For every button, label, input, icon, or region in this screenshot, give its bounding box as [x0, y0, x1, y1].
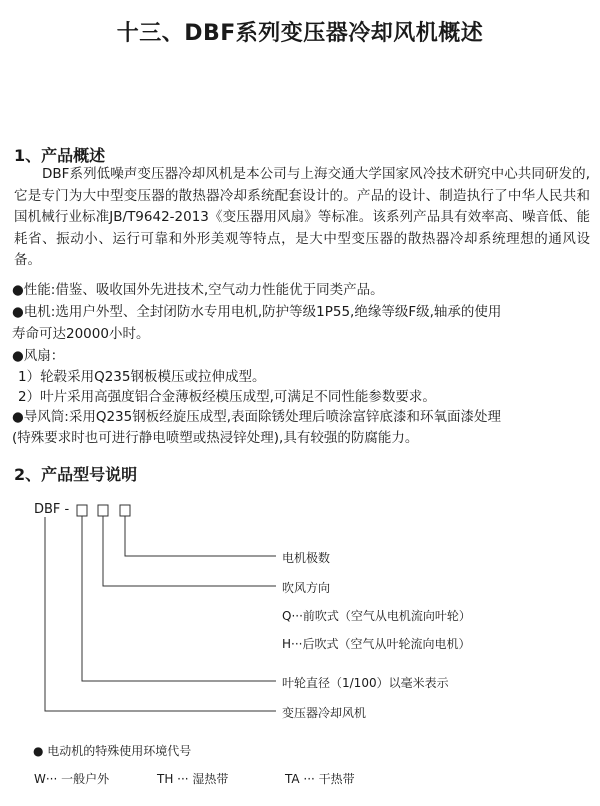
- code-box-1: [77, 505, 87, 516]
- env-code-heading-text: 电动机的特殊使用环境代号: [47, 744, 192, 758]
- bullet-icon: ●: [33, 744, 48, 758]
- label-impeller-diameter: 叶轮直径（1/100）以毫米表示: [282, 676, 449, 690]
- env-code-w: W··· 一般户外: [34, 772, 110, 786]
- label-blow-direction: 吹风方向: [282, 581, 331, 595]
- feature-motor-life: 寿命可达20000小时。: [12, 326, 150, 342]
- feature-duct-note: (特殊要求时也可进行静电喷塑或热浸锌处理),具有较强的防腐能力。: [12, 430, 419, 446]
- env-code-th: TH ··· 湿热带: [157, 772, 229, 786]
- leader-diameter: [82, 516, 276, 681]
- code-box-3: [120, 505, 130, 516]
- overview-paragraph: [14, 164, 590, 272]
- feature-fan: ●风扇：: [12, 348, 65, 364]
- label-motor-poles: 电机极数: [282, 551, 331, 565]
- env-code-ta: TA ··· 干热带: [285, 772, 355, 786]
- feature-duct: ●导风筒:采用Q235钢板经旋压成型,表面除锈处理后喷涂富锌底漆和环氧面漆处理: [12, 409, 502, 425]
- feature-performance: ●性能:借鉴、吸收国外先进技术,空气动力性能优于同类产品。: [12, 282, 384, 298]
- leader-poles: [125, 516, 276, 556]
- leader-fan: [45, 517, 276, 711]
- label-rear-blow: H···后吹式（空气从叶轮流向电机）: [282, 637, 471, 651]
- section-heading-model: 2、产品型号说明: [14, 465, 138, 484]
- model-code-prefix: DBF -: [34, 502, 70, 517]
- page-title: 十三、DBF系列变压器冷却风机概述: [116, 21, 484, 46]
- feature-motor: ●电机:选用户外型、全封闭防水专用电机,防护等级1P55,绝缘等级F级,轴承的使用: [12, 304, 502, 320]
- leader-direction: [103, 516, 276, 586]
- overview-text: DBF系列低噪声变压器冷却风机是本公司与上海交通大学国家风冷技术研究中心共同研发的,它是专门为大中型变压器的散热器冷却系统配套设计的。产品的设计、制造执行了中华人民共和国机械行业标准JB/T9642-2013《变压器用风扇》等标准。该系列产品具有效率高、噪音低、能耗省、振动小、运行可靠和外形美观等特点，是大中型变压器的散热器冷却系统理想的通风设备。: [14, 166, 590, 268]
- code-box-2: [98, 505, 108, 516]
- label-transformer-fan: 变压器冷却风机: [282, 706, 367, 720]
- label-front-blow: Q···前吹式（空气从电机流向叶轮）: [282, 609, 471, 623]
- feature-blade: 2）叶片采用高强度铝合金薄板经模压成型,可满足不同性能参数要求。: [18, 389, 436, 405]
- section-heading-overview: 1、产品概述: [14, 146, 106, 165]
- feature-hub: 1）轮毂采用Q235钢板模压或拉伸成型。: [18, 369, 266, 385]
- env-code-heading: [33, 742, 191, 759]
